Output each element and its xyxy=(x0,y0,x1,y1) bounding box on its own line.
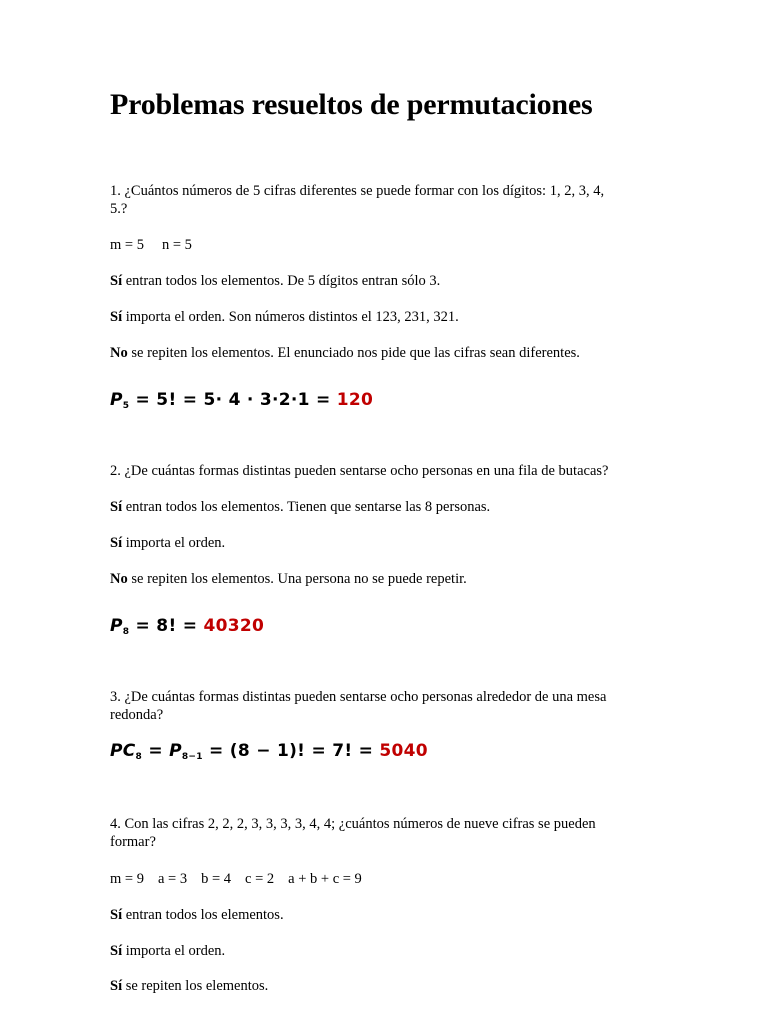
formula-expression: = 5! = 5· 4 · 3·2·1 = xyxy=(129,390,337,410)
problem-1-formula xyxy=(110,390,373,416)
problem-1-statement-2 xyxy=(110,308,459,326)
problem-4-question-line-2: formar? xyxy=(110,834,156,850)
formula-symbol: PC xyxy=(110,741,136,761)
problem-1-question-line-1: 1. ¿Cuántos números de 5 cifras diferentes se puede formar con los dígitos: 1, 2, 3, 4, xyxy=(110,183,605,199)
statement-text: importa el orden. xyxy=(122,943,226,959)
problem-3-question-line-1: 3. ¿De cuántas formas distintas pueden sentarse ocho personas alrededor de una mesa xyxy=(110,689,607,705)
formula-subscript: 8 xyxy=(122,627,130,637)
formula-result: 40320 xyxy=(203,616,265,636)
statement-text: se repiten los elementos. Una persona no se puede repetir. xyxy=(127,571,467,587)
variable-b: b = 4 xyxy=(201,871,232,887)
problem-2-question-line-1: 2. ¿De cuántas formas distintas pueden sentarse ocho personas en una fila de butacas? xyxy=(110,463,609,479)
problem-4-statement-1 xyxy=(110,906,284,924)
statement-text: entran todos los elementos. De 5 dígitos entran sólo 3. xyxy=(122,273,441,289)
formula-middle: = P xyxy=(142,741,182,761)
variable-sum: a + b + c = 9 xyxy=(288,871,362,887)
variable-c: c = 2 xyxy=(245,871,275,887)
statement-text: entran todos los elementos. Tienen que sentarse las 8 personas. xyxy=(122,499,491,515)
problem-3-formula xyxy=(110,741,428,767)
statement-keyword: Sí xyxy=(110,499,123,515)
problem-1-statement-3 xyxy=(110,344,580,362)
variable-m: m = 5 xyxy=(110,237,144,253)
formula-expression: = (8 − 1)! = 7! = xyxy=(202,741,380,761)
statement-keyword: No xyxy=(110,571,128,587)
statement-text: entran todos los elementos. xyxy=(122,907,284,923)
problem-3-question-line-2: redonda? xyxy=(110,707,164,723)
variable-m: m = 9 xyxy=(110,871,144,887)
problem-2-statement-1 xyxy=(110,498,490,516)
problem-1-question-line-2: 5.? xyxy=(110,201,128,217)
variable-n: n = 5 xyxy=(161,237,192,253)
formula-subscript-2: 8−1 xyxy=(181,752,203,762)
problem-2-statement-2 xyxy=(110,534,225,552)
statement-text: importa el orden. xyxy=(122,535,226,551)
page-title: Problemas resueltos de permutaciones xyxy=(110,88,593,121)
problem-4-variables xyxy=(110,870,362,888)
statement-text: importa el orden. Son números distintos el 123, 231, 321. xyxy=(122,309,459,325)
statement-keyword: Sí xyxy=(110,907,123,923)
statement-text: se repiten los elementos. El enunciado nos pide que las cifras sean diferentes. xyxy=(127,345,580,361)
problem-4-statement-3 xyxy=(110,977,268,995)
formula-subscript: 5 xyxy=(122,401,130,411)
formula-symbol: P xyxy=(110,616,123,636)
problem-4-statement-2 xyxy=(110,942,225,960)
statement-keyword: Sí xyxy=(110,978,123,994)
formula-result: 5040 xyxy=(379,741,428,761)
formula-subscript: 8 xyxy=(135,752,143,762)
formula-result: 120 xyxy=(336,390,374,410)
statement-keyword: Sí xyxy=(110,943,123,959)
statement-keyword: Sí xyxy=(110,309,123,325)
statement-keyword: Sí xyxy=(110,273,123,289)
variable-a: a = 3 xyxy=(157,871,188,887)
formula-expression: = 8! = xyxy=(129,616,204,636)
problem-4-question-line-1: 4. Con las cifras 2, 2, 2, 3, 3, 3, 3, 4, 4; ¿cuántos números de nueve cifras se pueden xyxy=(110,816,596,832)
problem-1-statement-1 xyxy=(110,272,440,290)
statement-text: se repiten los elementos. xyxy=(122,978,269,994)
statement-keyword: Sí xyxy=(110,535,123,551)
statement-keyword: No xyxy=(110,345,128,361)
formula-symbol: P xyxy=(110,390,123,410)
problem-1-variables xyxy=(110,236,192,254)
problem-2-statement-3 xyxy=(110,570,467,588)
problem-2-formula xyxy=(110,616,264,642)
